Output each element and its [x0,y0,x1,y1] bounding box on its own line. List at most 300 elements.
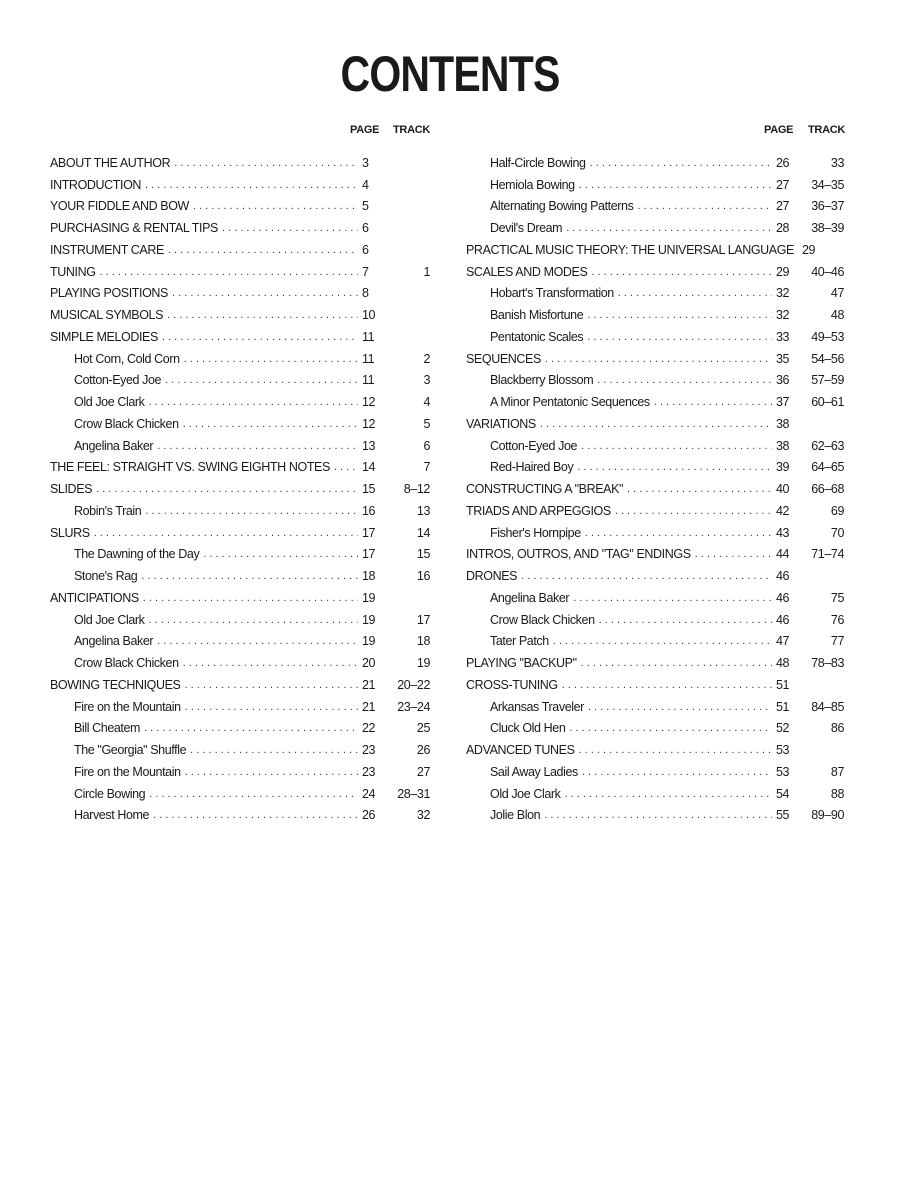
page-title: CONTENTS [340,46,560,102]
entry-title: Old Joe Clark [74,612,145,627]
entry-page: 51 [776,699,790,714]
entry-page: 40 [776,482,790,497]
toc-entry [466,304,844,326]
toc-column-left [50,122,430,826]
leader-dots [203,548,358,560]
entry-track: 2 [423,351,430,366]
entry-title: Alternating Bowing Patterns [490,199,634,214]
column-header [50,122,430,142]
toc-entry [466,457,844,479]
leader-dots [587,309,772,321]
leader-dots [145,179,358,191]
entry-title: PLAYING "BACKUP" [466,656,577,671]
leader-dots [157,440,358,452]
entry-title: MUSICAL SYMBOLS [50,308,164,323]
entry-title: ANTICIPATIONS [50,590,139,605]
leader-dots [566,222,772,234]
entry-title: Stone's Rag [74,569,138,584]
entry-page: 12 [362,416,376,431]
entry-page: 12 [362,395,376,410]
toc-entry [50,718,430,740]
leader-dots [545,353,772,365]
entry-track: 17 [416,612,430,627]
entry-track: 78–83 [811,656,844,671]
entry-track: 27 [416,764,430,779]
entry-track: 15 [416,547,430,562]
toc-entry [466,609,844,631]
leader-dots [174,157,358,169]
toc-entry [50,674,430,696]
entry-track: 5 [423,416,430,431]
leader-dots [540,418,772,430]
entry-page: 35 [776,351,790,366]
toc-entry [50,304,430,326]
entry-track: 13 [416,503,430,518]
entry-track: 64–65 [811,460,844,475]
leader-dots [185,701,358,713]
leader-dots [162,331,358,343]
entry-track: 49–53 [811,329,844,344]
toc-list-left [50,152,430,826]
entry-title: Old Joe Clark [490,786,561,801]
leader-dots [569,722,772,734]
entry-track: 33 [830,155,844,170]
toc-entry [466,761,844,783]
leader-dots [193,200,358,212]
toc-entry [50,783,430,805]
toc-entry [466,587,844,609]
entry-page: 15 [362,482,376,497]
entry-page: 4 [362,177,369,192]
entry-page: 38 [776,416,790,431]
entry-page: 53 [776,764,790,779]
toc-entry [50,478,430,500]
entry-page: 19 [362,590,376,605]
entry-track: 26 [416,743,430,758]
toc-entry [50,348,430,370]
leader-dots [145,505,358,517]
leader-dots [597,374,772,386]
entry-track: 66–68 [811,482,844,497]
leader-dots [615,505,772,517]
leader-dots [579,744,772,756]
entry-track: 88 [830,786,844,801]
entry-page: 16 [362,503,376,518]
leader-dots [562,679,772,691]
entry-track: 34–35 [811,177,844,192]
entry-title: Crow Black Chicken [74,656,179,671]
toc-entry [466,500,844,522]
entry-title: Arkansas Traveler [490,699,584,714]
leader-dots [590,157,772,169]
entry-page: 11 [362,373,375,388]
entry-title: Angelina Baker [74,634,154,649]
toc-entry [50,370,430,392]
entry-track: 19 [416,656,430,671]
entry-title: SCALES AND MODES [466,264,588,279]
toc-entry [466,674,844,696]
entry-title: INTROS, OUTROS, AND "TAG" ENDINGS [466,547,691,562]
entry-title: SLIDES [50,482,93,497]
toc-entry [50,457,430,479]
entry-page: 29 [801,242,816,257]
entry-page: 52 [776,721,790,736]
entry-page: 6 [362,221,369,236]
entry-title: PLAYING POSITIONS [50,286,168,301]
toc-entry [466,152,844,174]
entry-page: 27 [776,199,790,214]
leader-dots [149,396,358,408]
leader-dots [585,527,772,539]
leader-dots [544,809,772,821]
entry-title: Hot Corn, Cold Corn [74,351,180,366]
entry-title: TRIADS AND ARPEGGIOS [466,503,611,518]
toc-entry [466,348,844,370]
entry-track: 62–63 [811,438,844,453]
entry-title: SEQUENCES [466,351,541,366]
entry-title: Circle Bowing [74,786,146,801]
entry-title: Blackberry Blossom [490,373,594,388]
toc-entry [50,739,430,761]
entry-page: 20 [362,656,376,671]
entry-page: 8 [362,286,369,301]
entry-track: 4 [423,395,430,410]
entry-title: Angelina Baker [74,438,154,453]
entry-page: 32 [776,286,790,301]
leader-dots [144,722,358,734]
entry-title: YOUR FIDDLE AND BOW [50,199,189,214]
entry-title: INSTRUMENT CARE [50,242,164,257]
entry-title: Fire on the Mountain [74,764,181,779]
entry-page: 26 [362,808,376,823]
entry-track: 69 [830,503,844,518]
entry-title: Sail Away Ladies [490,764,578,779]
entry-title: ABOUT THE AUTHOR [50,155,171,170]
entry-title: SIMPLE MELODIES [50,329,158,344]
entry-track: 89–90 [811,808,844,823]
leader-dots [96,483,358,495]
entry-title: Crow Black Chicken [490,612,595,627]
toc-entry [466,196,844,218]
leader-dots [577,461,772,473]
entry-page: 17 [362,547,376,562]
entry-page: 19 [362,634,376,649]
leader-dots [165,374,358,386]
leader-dots [588,701,772,713]
entry-title: Red-Haired Boy [490,460,574,475]
entry-title: Angelina Baker [490,590,570,605]
leader-dots [185,766,358,778]
entry-page: 19 [362,612,376,627]
leader-dots [222,222,358,234]
entry-track: 32 [416,808,430,823]
entry-track: 71–74 [811,547,844,562]
entry-track: 57–59 [811,373,844,388]
leader-dots [579,179,772,191]
entry-title: Harvest Home [74,808,150,823]
toc-entry [50,544,430,566]
entry-page: 24 [362,786,376,801]
entry-page: 36 [776,373,790,388]
toc-entry [50,652,430,674]
toc-entry [50,522,430,544]
entry-page: 22 [362,721,376,736]
entry-track: 38–39 [811,221,844,236]
entry-page: 46 [776,590,790,605]
entry-title: PURCHASING & RENTAL TIPS [50,221,218,236]
entry-title: Crow Black Chicken [74,416,179,431]
toc-entry [466,652,844,674]
entry-title: CROSS-TUNING [466,677,558,692]
toc-entry [50,217,430,239]
toc-list-right [466,152,844,826]
entry-title: Tater Patch [490,634,549,649]
entry-title: CONSTRUCTING A "BREAK" [466,482,624,497]
entry-track: 87 [830,764,844,779]
entry-track: 77 [830,634,844,649]
toc-entry [466,718,844,740]
entry-page: 10 [362,308,376,323]
entry-page: 28 [776,221,790,236]
leader-dots [183,657,358,669]
leader-dots [591,266,772,278]
toc-entry [466,478,844,500]
entry-track: 7 [423,460,430,475]
entry-track: 47 [830,286,844,301]
leader-dots [581,657,772,669]
entry-page: 46 [776,569,790,584]
toc-entry [50,261,430,283]
toc-column-right [466,122,844,826]
entry-title: BOWING TECHNIQUES [50,677,181,692]
entry-title: Pentatonic Scales [490,329,584,344]
entry-page: 37 [776,395,790,410]
entry-track: 25 [416,721,430,736]
entry-track: 14 [416,525,430,540]
toc-entry [466,413,844,435]
entry-title: Cotton-Eyed Joe [490,438,578,453]
entry-page: 17 [362,525,376,540]
toc-entry [466,739,844,761]
entry-page: 32 [776,308,790,323]
toc-entry [466,174,844,196]
leader-dots [654,396,772,408]
entry-title: INTRODUCTION [50,177,142,192]
leader-dots [695,548,772,560]
entry-page: 47 [776,634,790,649]
toc-entry [466,696,844,718]
toc-entry [50,609,430,631]
entry-track: 23–24 [397,699,430,714]
entry-page: 27 [776,177,790,192]
toc-entry [466,261,844,283]
toc-entry [466,805,844,827]
entry-title: PRACTICAL MUSIC THEORY: THE UNIVERSAL LANGUAGE [466,242,794,257]
entry-page: 3 [362,155,369,170]
toc-entry [50,391,430,413]
leader-dots [149,788,358,800]
leader-dots [100,266,358,278]
entry-title: The Dawning of the Day [74,547,200,562]
toc-entry [50,565,430,587]
entry-page: 7 [362,264,369,279]
entry-title: Fisher's Hornpipe [490,525,581,540]
leader-dots [334,461,358,473]
entry-title: Hemiola Bowing [490,177,575,192]
leader-dots [582,766,772,778]
toc-entry [50,196,430,218]
toc-entry [466,239,844,261]
toc-entry [466,370,844,392]
entry-title: Cotton-Eyed Joe [74,373,162,388]
toc-entry [50,152,430,174]
toc-entry [466,217,844,239]
entry-track: 3 [423,373,430,388]
leader-dots [587,331,772,343]
entry-title: A Minor Pentatonic Sequences [490,395,650,410]
entry-title: Robin's Train [74,503,142,518]
entry-track: 86 [830,721,844,736]
entry-track: 8–12 [403,482,430,497]
entry-title: The "Georgia" Shuffle [74,743,187,758]
entry-track: 75 [830,590,844,605]
leader-dots [183,418,358,430]
entry-title: Fire on the Mountain [74,699,181,714]
entry-track: 20–22 [397,677,430,692]
leader-dots [581,440,772,452]
toc-entry [50,696,430,718]
entry-track: 36–37 [811,199,844,214]
leader-dots [143,592,358,604]
page-header: PAGE [350,124,380,136]
entry-title: ADVANCED TUNES [466,743,575,758]
entry-page: 14 [362,460,376,475]
entry-title: Half-Circle Bowing [490,155,586,170]
toc-entry [466,391,844,413]
entry-page: 55 [776,808,790,823]
entry-page: 33 [776,329,790,344]
entry-page: 23 [362,764,376,779]
entry-page: 26 [776,155,790,170]
entry-track: 18 [416,634,430,649]
entry-track: 54–56 [811,351,844,366]
entry-title: SLURS [50,525,90,540]
leader-dots [553,635,772,647]
entry-track: 40–46 [811,264,844,279]
leader-dots [149,614,358,626]
track-header: TRACK [393,124,430,136]
leader-dots [627,483,772,495]
entry-page: 38 [776,438,790,453]
page-header: PAGE [764,124,794,136]
entry-title: Hobart's Transformation [490,286,614,301]
leader-dots [573,592,772,604]
entry-page: 51 [776,677,790,692]
toc-entry [50,413,430,435]
toc-entry [50,174,430,196]
entry-track: 70 [830,525,844,540]
toc-entry [50,326,430,348]
entry-page: 29 [776,264,790,279]
leader-dots [599,614,772,626]
entry-page: 5 [362,199,369,214]
entry-page: 42 [776,503,790,518]
toc-entry [50,805,430,827]
toc-entry [466,435,844,457]
toc-entry [466,565,844,587]
toc-entry [466,783,844,805]
entry-track: 16 [416,569,430,584]
leader-dots [190,744,358,756]
toc-entry [50,435,430,457]
entry-page: 21 [362,677,376,692]
toc-entry [50,500,430,522]
entry-title: DRONES [466,569,518,584]
toc-entry [466,544,844,566]
toc-entry [50,631,430,653]
entry-page: 44 [776,547,790,562]
leader-dots [184,353,358,365]
entry-title: Old Joe Clark [74,395,145,410]
leader-dots [618,287,772,299]
entry-page: 6 [362,242,369,257]
entry-page: 23 [362,743,376,758]
entry-track: 1 [423,264,430,279]
entry-track: 84–85 [811,699,844,714]
column-header [466,122,844,142]
entry-track: 28–31 [397,786,430,801]
leader-dots [637,200,772,212]
toc-entry [466,522,844,544]
entry-page: 53 [776,743,790,758]
toc-entry [50,587,430,609]
leader-dots [521,570,772,582]
entry-title: Devil's Dream [490,221,563,236]
toc-entry [466,326,844,348]
entry-title: Jolie Blon [490,808,541,823]
leader-dots [565,788,772,800]
entry-page: 18 [362,569,376,584]
leader-dots [153,809,358,821]
entry-title: THE FEEL: STRAIGHT VS. SWING EIGHTH NOTES [50,460,330,475]
leader-dots [184,679,358,691]
toc-entry [50,761,430,783]
toc-entry [50,239,430,261]
entry-page: 43 [776,525,790,540]
entry-page: 39 [776,460,790,475]
leader-dots [168,244,358,256]
entry-page: 46 [776,612,790,627]
entry-title: Cluck Old Hen [490,721,566,736]
leader-dots [94,527,358,539]
entry-track: 6 [423,438,430,453]
entry-title: Bill Cheatem [74,721,141,736]
entry-track: 76 [830,612,844,627]
toc-entry [466,631,844,653]
entry-title: Banish Misfortune [490,308,584,323]
toc-entry [50,283,430,305]
entry-page: 54 [776,786,790,801]
entry-track: 60–61 [811,395,844,410]
toc-entry [466,283,844,305]
entry-track: 48 [830,308,844,323]
entry-page: 21 [362,699,376,714]
entry-title: TUNING [50,264,96,279]
entry-page: 11 [362,329,375,344]
leader-dots [172,287,358,299]
leader-dots [157,635,358,647]
entry-page: 48 [776,656,790,671]
